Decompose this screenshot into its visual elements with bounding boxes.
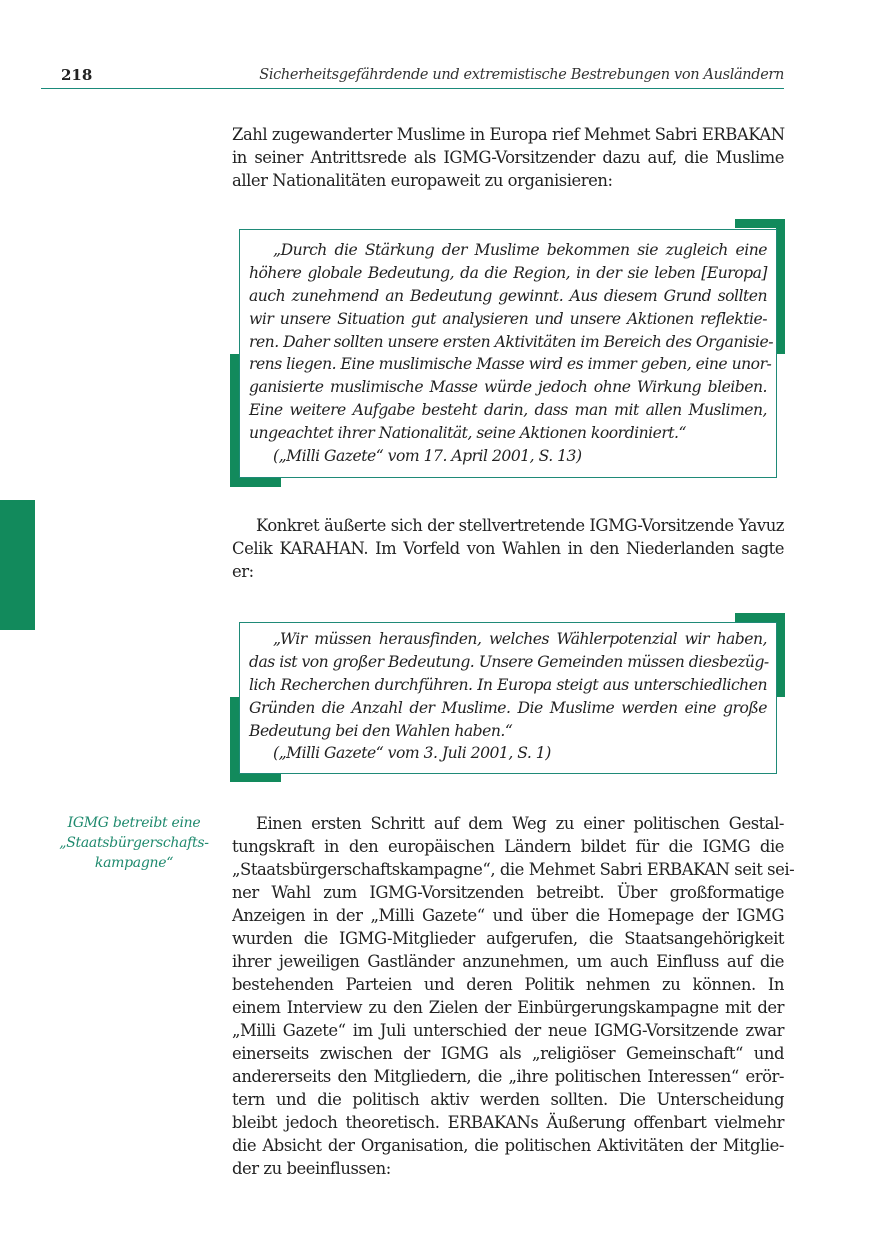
text-line: Zahl zugewanderter Muslime in Europa rief Mehmet Sabri ERBAKAN [232,125,785,144]
quote-box [239,229,777,478]
quote-line: lich Recherchen durchführen. In Europa steigt aus unterschiedlichen [249,675,767,694]
text-line: andererseits den Mitgliedern, die „ihre politischen Interessen“ erör- [232,1067,784,1086]
accent-bar [230,773,281,782]
running-title: Sicherheitsgefährdende und extremistische Bestrebungen von Ausländern [259,67,784,83]
quote-line: ganisierte muslimische Masse würde jedoch ohne Wirkung bleiben. [249,378,767,397]
quote-line: „Wir müssen herausfinden, welches Wählerpotenzial wir haben, [273,630,767,648]
text-line: „Staatsbürgerschaftskampagne“, die Mehmet Sabri ERBAKAN seit sei- [232,860,795,879]
quote-line: Gründen die Anzahl der Muslime. Die Muslime werden eine große [249,698,767,717]
text-line: bestehenden Parteien und deren Politik nehmen zu können. In [232,975,784,994]
quote-line: auch zunehmend an Bedeutung gewinnt. Aus diesem Grund sollten [249,286,767,305]
text-line: tern und die politisch aktiv werden sollten. Die Unterscheidung [232,1090,784,1109]
text-line: Konkret äußerte sich der stellvertretende IGMG-Vorsitzende Yavuz [256,516,784,535]
quote-line: ren. Daher sollten unsere ersten Aktivitäten im Bereich des Organisie- [249,332,773,351]
quote-line: Eine weitere Aufgabe besteht darin, dass man mit allen Muslimen, [249,401,767,420]
quote-line: wir unsere Situation gut analysieren und unsere Aktionen reflektie- [249,309,767,328]
quote-source: („Milli Gazete“ vom 3. Juli 2001, S. 1) [273,744,551,763]
margin-note-line: „Staatsbürgerschafts- [59,835,209,851]
text-line: aller Nationalitäten europaweit zu organisieren: [232,171,613,190]
text-line: tungskraft in den europäischen Ländern bildet für die IGMG die [232,837,784,856]
page-header [41,64,784,89]
text-line: „Milli Gazete“ im Juli unterschied der neue IGMG-Vorsitzende zwar [232,1021,784,1040]
margin-note-line: IGMG betreibt eine [67,815,201,831]
chapter-thumb-tab [0,500,35,630]
text-line: wurden die IGMG-Mitglieder aufgerufen, die Staatsangehörigkeit [232,929,784,948]
text-line: einerseits zwischen der IGMG als „religiöser Gemeinschaft“ und [232,1044,784,1063]
intro-paragraph [232,123,784,192]
text-line: ihrer jeweiligen Gastländer anzunehmen, um auch Einfluss auf die [232,952,784,971]
page-number: 218 [61,66,93,84]
quote-box [239,622,777,774]
text-line: die Absicht der Organisation, die politischen Aktivitäten der Mitglie- [232,1136,784,1155]
text-line: ner Wahl zum IGMG-Vorsitzenden betreibt. Über großformatige [232,883,784,902]
quote-line: rens liegen. Eine muslimische Masse wird es immer geben, eine unor- [249,355,772,374]
text-line: Celik KARAHAN. Im Vorfeld von Wahlen in den Niederlanden sagte [232,539,784,558]
quote-line: ungeachtet ihrer Nationalität, seine Aktionen koordiniert.“ [249,424,686,443]
accent-bar [776,613,785,697]
text-line: er: [232,562,254,581]
paragraph-2 [232,514,784,583]
margin-note [48,813,220,873]
quote-line: das ist von großer Bedeutung. Unsere Gemeinden müssen diesbezüg- [249,652,769,671]
text-line: in seiner Antrittsrede als IGMG-Vorsitzender dazu auf, die Muslime [232,148,784,167]
quote-line: höhere globale Bedeutung, da die Region, in der sie leben [Europa] [249,263,767,282]
quote-line: Bedeutung bei den Wahlen haben.“ [249,721,513,740]
text-line: Einen ersten Schritt auf dem Weg zu einer politischen Gestal- [256,814,784,833]
accent-bar [230,478,281,487]
paragraph-3 [232,812,795,1180]
accent-bar [230,354,239,487]
accent-bar [230,697,239,782]
text-line: Anzeigen in der „Milli Gazete“ und über die Homepage der IGMG [232,906,784,925]
quote-source: („Milli Gazete“ vom 17. April 2001, S. 13) [273,447,582,466]
accent-bar [776,219,785,354]
text-line: einem Interview zu den Zielen der Einbürgerungskampagne mit der [232,998,784,1017]
quote-line: „Durch die Stärkung der Muslime bekommen sie zugleich eine [273,241,767,259]
text-line: bleibt jedoch theoretisch. ERBAKANs Äußerung offenbart vielmehr [232,1113,784,1132]
margin-note-line: kampagne“ [94,855,174,871]
text-line: der zu beeinflussen: [232,1159,391,1178]
